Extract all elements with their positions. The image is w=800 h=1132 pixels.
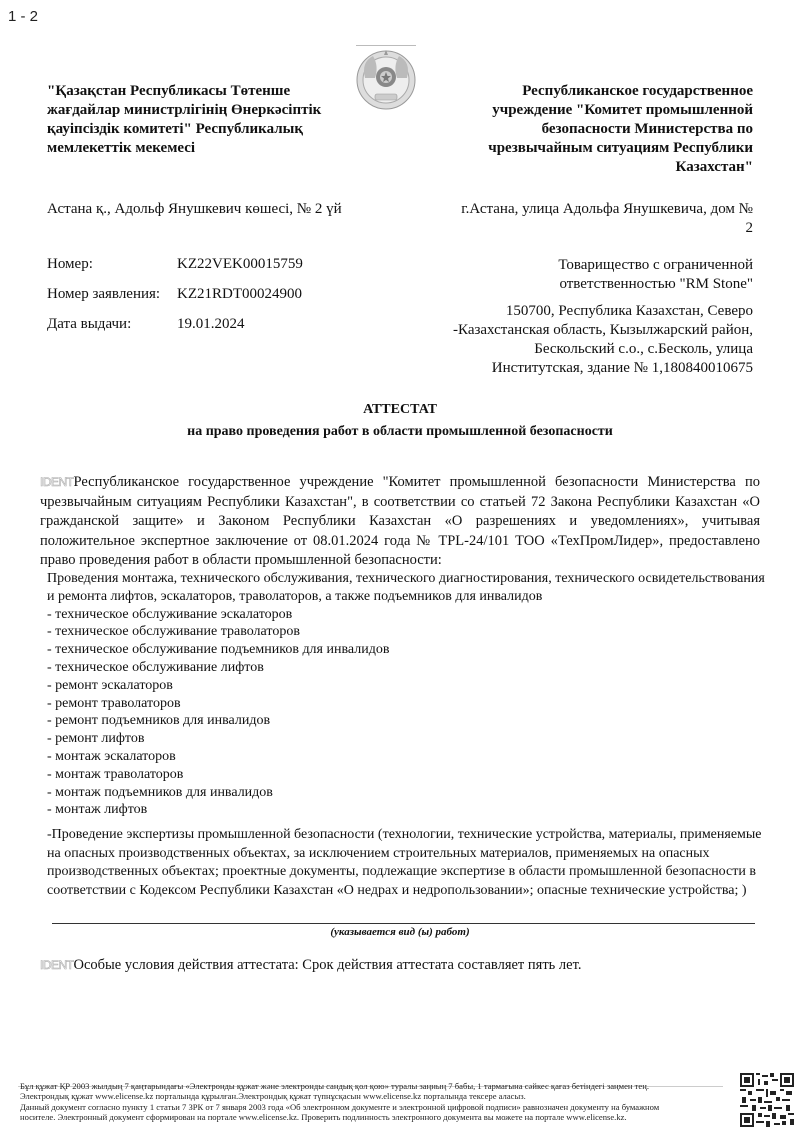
works-underline: [52, 923, 755, 924]
meta-application: [47, 285, 302, 304]
list-item: - техническое обслуживание эскалаторов: [47, 606, 293, 622]
works-caption: (указывается вид (ы) работ): [330, 926, 470, 938]
state-emblem-icon: [353, 44, 419, 110]
meta-issue-date: [47, 315, 245, 334]
expertise-paragraph: -Проведение экспертизы промышленной безопасности (технологии, технические устройства, материалы, применяемые на опасных производственных объектах, за исключением строительных материалов, применяемых на опасных производственных объектах; проектные документы, подлежащие экспертизе в области промышленной безопасности в соответствии с Кодексом Республики Казахстан «О недрах и недропользовании»; опасные технические устройства; ): [47, 827, 762, 898]
document-subtitle: на право проведения работ в области промышленной безопасности: [187, 424, 613, 439]
issuer-address-kz: Астана қ., Адольф Янушкевич көшесі, № 2 үй: [47, 201, 342, 217]
qr-code-icon: [740, 1073, 794, 1127]
footer-line-3: Данный документ согласно пункту 1 статьи 7 ЗРК от 7 января 2003 года «Об электронном документе и электронной цифровой подписи» равнозначен документу на бумажном: [20, 1101, 660, 1112]
list-item: - техническое обслуживание лифтов: [47, 659, 264, 675]
list-item: - ремонт подъемников для инвалидов: [47, 713, 271, 729]
list-item: - ремонт траволаторов: [47, 695, 181, 711]
conditions-text: Особые условия действия аттестата: Срок действия аттестата составляет пять лет.: [73, 957, 582, 973]
list-item: - монтаж подъемников для инвалидов: [47, 784, 273, 800]
works-heading: Проведения монтажа, технического обслуживания, технического диагностирования, технического освидетельствования и ремонта лифтов, эскалаторов, траволаторов, а также подъемников для инвалидов: [47, 571, 765, 604]
list-item: - монтаж лифтов: [47, 802, 148, 818]
footer-line-2: Электрондық құжат www.elicense.kz порталында құрылған.Электрондық құжат түпнұсқасын www.elicense.kz порталында тексере аласыз.: [20, 1091, 526, 1102]
page-number: 1 - 2: [8, 8, 39, 25]
list-item: - монтаж эскалаторов: [47, 748, 176, 764]
footer-line-4: носителе. Электронный документ сформирован на портале www.elicense.kz. Проверить подлинность электронного документа вы можете на портале www.elicense.kz.: [20, 1112, 627, 1123]
recipient-name: Товарищество с ограниченной ответственностью "RM Stone": [558, 257, 753, 292]
issue-date-value: 19.01.2024: [177, 316, 245, 332]
recipient-address: 150700, Республика Казахстан, Северо -Казахстанская область, Кызылжарский район, Бескольский с.о., с.Бесколь, улица Институтская, здание № 1,180840010675: [453, 303, 753, 376]
issuer-address-ru: г.Астана, улица Адольфа Янушкевича, дом № 2: [461, 201, 753, 236]
document-title: АТТЕСТАТ: [363, 402, 437, 417]
number-value: KZ22VEK00015759: [177, 256, 303, 272]
footer-notice: [20, 1081, 730, 1123]
works-list: [47, 570, 767, 819]
intro-paragraph: [40, 473, 760, 571]
list-item: - монтаж траволаторов: [47, 766, 184, 782]
application-label: Номер заявления:: [47, 286, 161, 302]
ident-marker: IDENT: [40, 475, 74, 489]
list-item: - техническое обслуживание подъемников для инвалидов: [47, 642, 390, 658]
list-item: - ремонт эскалаторов: [47, 677, 173, 693]
application-value: KZ21RDT00024900: [177, 286, 302, 302]
number-label: Номер:: [47, 256, 93, 272]
list-item: - ремонт лифтов: [47, 731, 145, 747]
issue-date-label: Дата выдачи:: [47, 316, 132, 332]
ident-marker: IDENT: [40, 958, 74, 972]
issuer-name-ru: Республиканское государственное учреждение "Комитет промышленной безопасности Министерства по чрезвычайным ситуациям Республики Казахстан": [488, 83, 753, 175]
list-item: - техническое обслуживание траволаторов: [47, 624, 300, 640]
special-conditions: [40, 956, 760, 975]
footer-line-1: Бұл құжат ҚР 2003 жылдың 7 қаңтарындағы «Электронды құжат және электронды сандық қол қою» туралы заңның 7 бабы, 1 тармағына сәйкес қағаз бетіндегі заңмен тең.: [20, 1081, 649, 1091]
intro-text: Республиканское государственное учреждение "Комитет промышленной безопасности Министерства по чрезвычайным ситуациям Республики Казахстан", в соответствии со статьей 72 Закона Республики Казахстан «О гражданской защите» и Законом Республики Казахстан «О разрешениях и уведомлениях», учитывая положительное экспертное заключение от 08.01.2024 года № TPL-24/101 ТОО «ТехПромЛидер», предоставлено право проведения работ в области промышленной безопасности:: [40, 474, 760, 568]
meta-number: [47, 255, 303, 274]
issuer-name-kz: "Қазақстан Республикасы Төтенше жағдайлар министрлігінің Өнеркәсіптік қауіпсіздік комитеті" Республикалық мемлекеттік мекемесі: [47, 83, 322, 156]
